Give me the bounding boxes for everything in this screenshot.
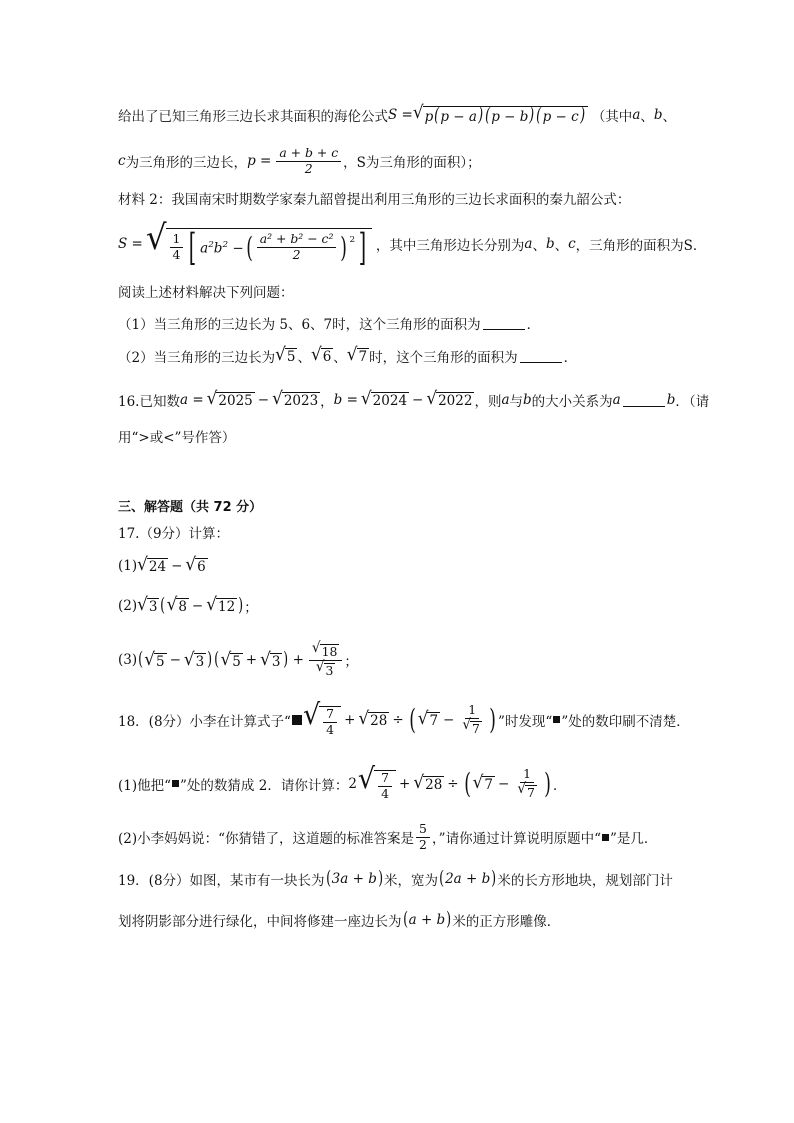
q18-part1: (1)他把“ ”处的数猜成 2．请你计算： 2 √ $\frac{7}{4}$ + √ 28 ÷ ( √ 7 − 1 √ 7 ) ． <box>118 763 567 801</box>
heron-formula-line: 给出了已知三角形三边长求其面积的海伦公式 S = √ p(p − a) (p − b) (p − c) （其中 a 、 b 、 <box>118 101 677 126</box>
q15-part2: （2）当三角形的三边长为 √ 5 、 √ 6 、 √ 7 时，这个三角形的面积为 ． <box>118 343 578 366</box>
q17-part3: (3) ( √ 5 − √ 3 ) ( √ 5 + √ 3 ) + √ 18 √ 3 ； <box>118 639 358 678</box>
q17-title: 17.（9分）计算： <box>118 526 230 542</box>
answer-blank[interactable] <box>483 317 525 330</box>
q16-line2: 用“>或<”号作答） <box>118 430 236 446</box>
smudged-square-icon <box>172 780 179 787</box>
qin-formula-line: S = √ $\frac{1}{4}$ [ $a^2b^2$ − ( $\frac{\text{a² + b² − c²}}{2}$ ) $^2$ ] ，其中三角形边长分别为 a 、 b 、 c ，三角形的面积为S． <box>118 217 707 269</box>
smudged-square-icon <box>292 715 302 725</box>
compare-blank[interactable] <box>623 394 665 407</box>
heron-radical: √ p(p − a) (p − b) (p − c) <box>413 104 588 125</box>
reading-prompt: 阅读上述材料解决下列问题： <box>118 285 294 301</box>
q18-part2: (2)小李妈妈说：“你猜错了，这道题的标准答案是 $\frac{5}{2}$ ，”请你通过计算说明原题中“ ”是几． <box>118 821 658 852</box>
qin-radical: √ $\frac{1}{4}$ [ $a^2b^2$ − ( $\frac{\text{a² + b² − c²}}{2}$ ) $^2$ ] <box>146 222 372 267</box>
heron-definition-line: c 为三角形的三边长， p = $\frac{a + b + c}{2}$ ，S为三角形的面积）； <box>118 145 481 176</box>
q15-part1: （1）当三角形的三边长为 5、6、7时，这个三角形的面积为 ． <box>118 317 541 333</box>
answer-blank[interactable] <box>520 350 562 363</box>
q19-line1: 19．(8分）如图，某市有一块长为 ( 3a + b ) 米，宽为 ( 2a + b ) 米的长方形地块，规划部门计 <box>118 867 673 889</box>
q19-line2: 划将阴影部分进行绿化，中间将修建一座边长为 ( a + b ) 米的正方形雕像． <box>118 908 561 930</box>
q16-line1: 16.已知数 a = √ 2025 − √ 2023 ， b = √ 2024 − √ 2022 ，则 a 与 b 的大小关系为 a b ．（请 <box>118 387 710 410</box>
smudged-square-icon <box>602 834 609 841</box>
q17-part1: (1) √ 24 − √ 6 <box>118 553 206 575</box>
semi-perimeter-fraction: $\frac{a + b + c}{2}$ <box>276 146 341 177</box>
q18-stem: 18．(8分）小李在计算式子“ √ $\frac{7}{4}$ + √ 28 ÷ ( √ 7 − 1 √ 7 ) ”时发现“ ”处的数印刷不清楚． <box>118 699 690 737</box>
q17-part2: (2) √ 3 ( √ 8 − √ 12 ) ； <box>118 593 258 616</box>
section-heading: 三、解答题（共 72 分） <box>118 500 263 515</box>
smudged-square-icon <box>553 716 560 723</box>
material2-title: 材料 2：我国南宋时期数学家秦九韶曾提出利用三角形的三边长求面积的秦九韶公式： <box>118 192 631 208</box>
